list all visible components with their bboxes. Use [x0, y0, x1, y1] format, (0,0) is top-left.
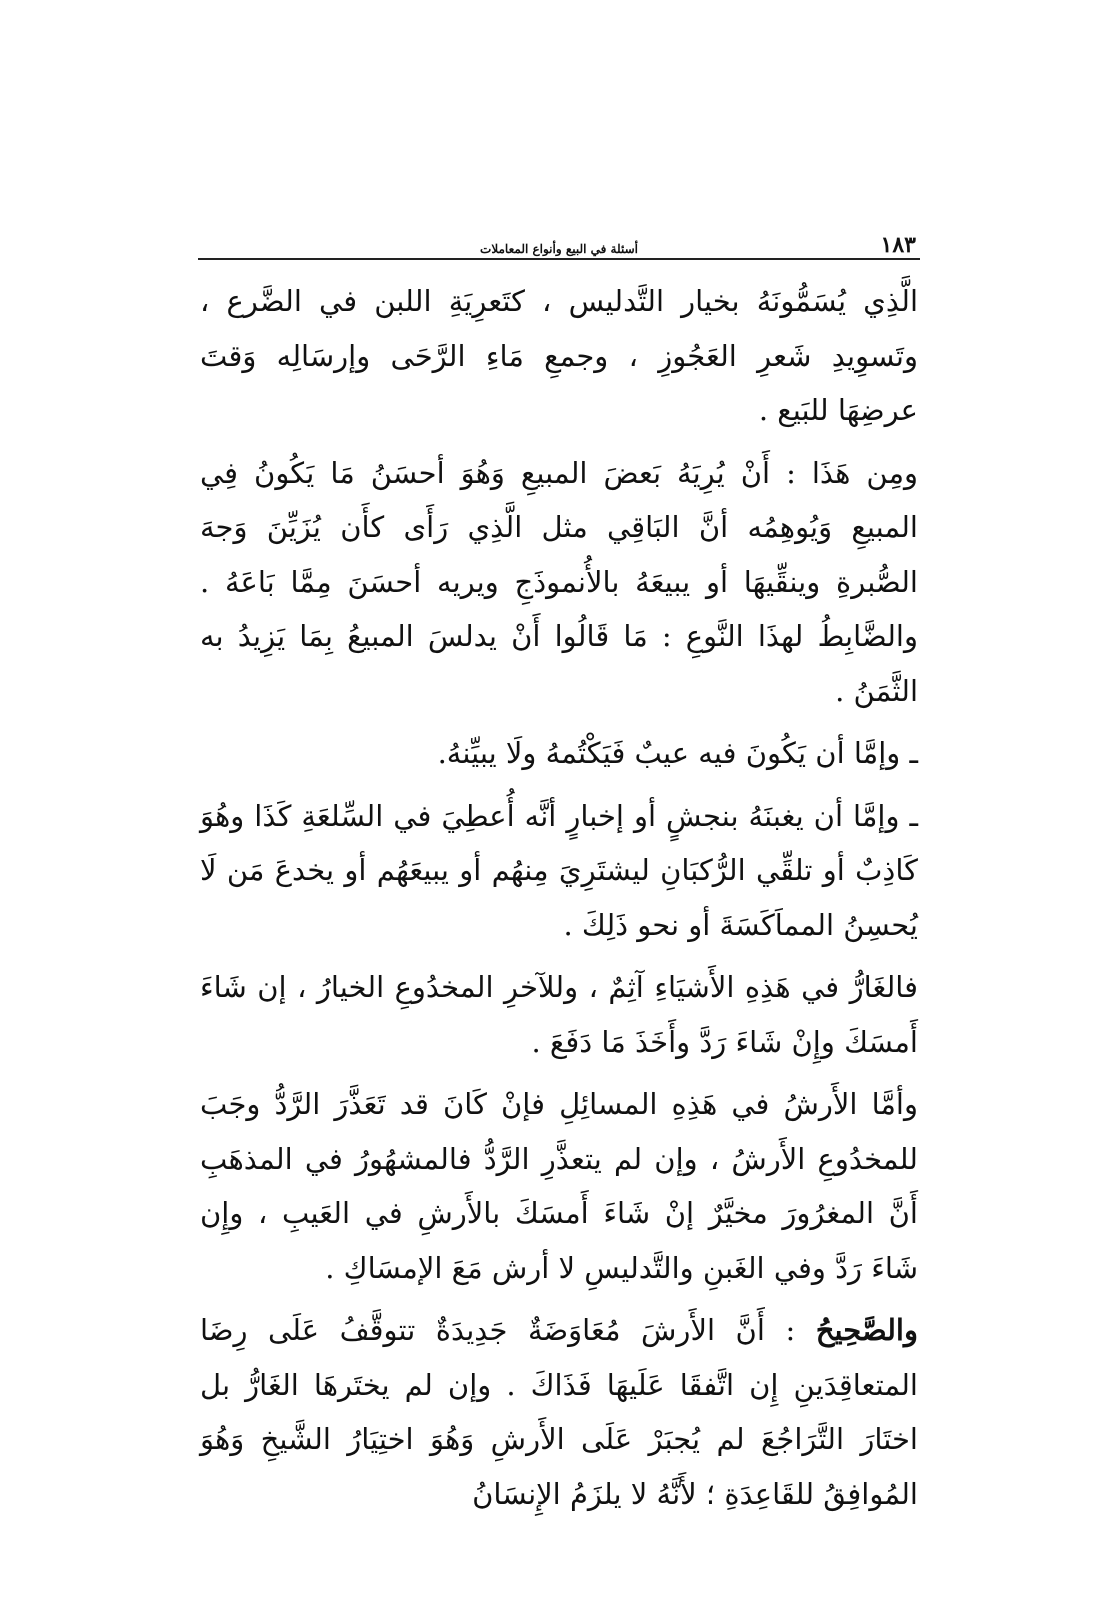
paragraph: ـ وإمَّا أن يغبنَهُ بنجشٍ أو إخبارٍ أنَّه أُعطِيَ في السِّلعَةِ كَذَا وهُوَ كَاذِبٌ أو تلقِّي الرُّكبَانِ ليشتَرِيَ مِنهُم أو يبيعَهُم أو يخدعَ مَن لَا يُحسِنُ المماَكَسَةَ أو نحو ذَلِكَ . — [200, 798, 918, 942]
header-rule — [198, 258, 920, 260]
body-text — [200, 274, 918, 1521]
running-title: أسئلة في البيع وأنواع المعاملات — [480, 242, 638, 256]
paragraph-text: : أَنَّ الأَرشَ مُعَاوَضَةٌ جَدِيدَةٌ تتوقَّفُ عَلَى رِضَا المتعاقِدَينِ إِن اتَّفقَا عَلَيهَا فَذَاكَ . وإن لم يختَرهَا الغَارُّ بل اختَارَ التَّرَاجُعَ لم يُجبَرْ عَلَى الأَرشِ وَهُوَ اختِيَارُ الشَّيخِ وَهُوَ المُوافِقُ للقَاعِدَةِ ؛ لأَنَّهُ لا يلزَمُ الإِنسَانُ — [200, 1313, 918, 1511]
paragraph-lead: والصَّحِيحُ — [815, 1313, 918, 1347]
page-header — [200, 228, 918, 258]
paragraph: فالغَارُّ في هَذِهِ الأَشيَاءِ آثِمٌ ، وللآخرِ المخدُوعِ الخيارُ ، إن شَاءَ أَمسَكَ وإِنْ شَاءَ رَدَّ وأَخَذَ مَا دَفَعَ . — [200, 970, 918, 1059]
paragraph — [200, 1303, 918, 1521]
page-number: ١٨٣ — [880, 232, 916, 258]
paragraph: ومِن هَذَا : أَنْ يُرِيَهُ بَعضَ المبيعِ وَهُوَ أحسَنُ مَا يَكُونُ فِي المبيعِ وَيُوهِمُه أنَّ البَاقِي مثل الَّذِي رَأَى كأَن يُزَيِّنَ وَجهَ الصُّبرةِ وينقِّيهَا أو يبيعَهُ بالأُنموذَجِ ويريه أحسَنَ مِمَّا بَاعَهُ . والضَّابِطُ لهذَا النَّوعِ : مَا قَالُوا أَنْ يدلسَ المبيعُ بِمَا يَزِيدُ به الثَّمَنُ . — [200, 455, 918, 708]
paragraph: ـ وإمَّا أن يَكُونَ فيه عيبٌ فَيَكْتُمهُ ولَا يبيِّنهُ. — [437, 736, 918, 770]
paragraph: وأمَّا الأَرشُ في هَذِهِ المسائِلِ فإنْ كَانَ قد تَعَذَّرَ الرَّدُّ وجَبَ للمخدُوعِ الأَرشُ ، وإن لم يتعذَّرِ الرَّدُّ فالمشهُورُ في المذهَبِ أَنَّ المغرُورَ مخيَّرٌ إنْ شَاءَ أَمسَكَ بالأَرشِ في العَيبِ ، وإِن شَاءَ رَدَّ وفي الغَبنِ والتَّدليسِ لا أرش مَعَ الإمسَاكِ . — [200, 1087, 918, 1285]
paragraph: الَّذِي يُسَمُّونَهُ بخيار التَّدليس ، كتَعرِيَةِ اللبن في الضَّرع ، وتَسوِيدِ شَعرِ العَجُوزِ ، وجمعِ مَاءِ الرَّحَى وإرسَالِه وَقتَ عرضِهَا للبَيع . — [200, 284, 918, 427]
